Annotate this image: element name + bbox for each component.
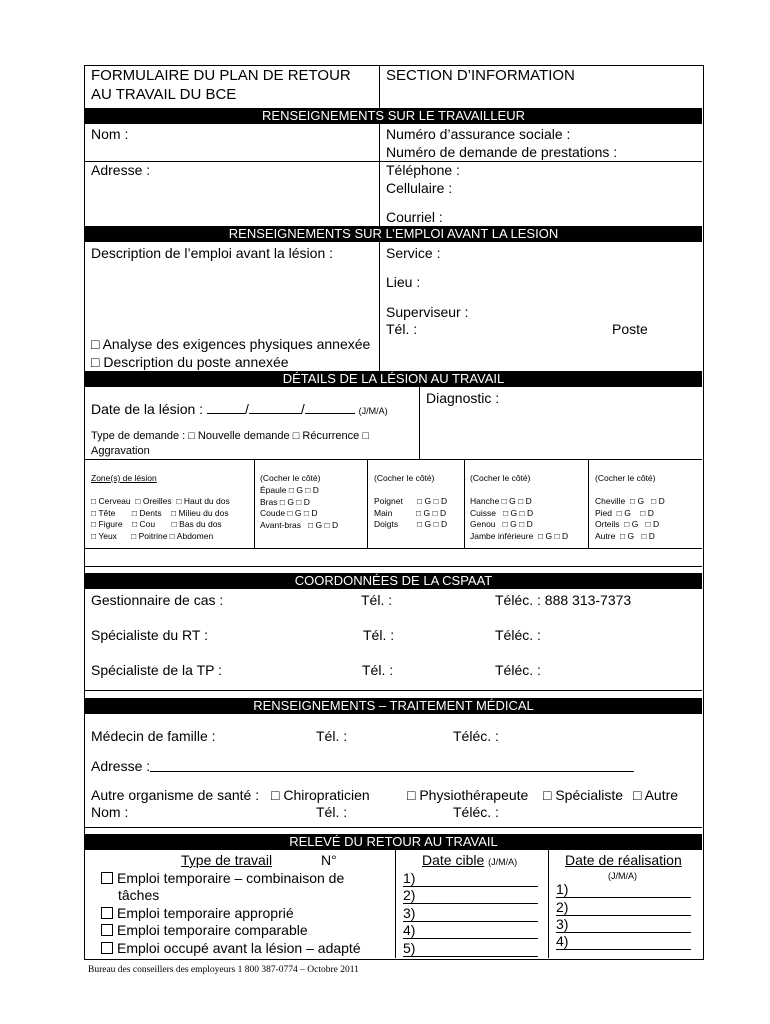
zones-row[interactable]: □ Tête □ Dents □ Milieu du dos [91, 507, 229, 518]
completion-date-4[interactable]: 4) [556, 933, 691, 950]
zones-col-divider [464, 459, 465, 548]
injury-date-label: Date de la lésion : [91, 401, 204, 417]
checkbox-icon: □ [91, 336, 103, 352]
chiropractor-checkbox[interactable]: □ Chiropraticien [271, 787, 370, 803]
side-hint: (Cocher le côté) [470, 473, 531, 483]
other-checkbox[interactable]: □ Autre [633, 787, 679, 803]
provider-phone-label: Tél. : [316, 804, 348, 820]
cspaat-bottom-divider [85, 690, 702, 691]
zones-col-divider [367, 459, 368, 548]
checkbox-icon [101, 942, 113, 954]
claim-type-line1: Type de demande : □ Nouvelle demande □ Récurrence □ [91, 430, 369, 442]
medical-address-label: Adresse : [91, 758, 151, 774]
date-separator: / [300, 401, 305, 417]
job-description-label: Description de l’emploi avant la lésion : [91, 245, 334, 261]
case-manager-label: Gestionnaire de cas : [91, 592, 224, 608]
job-description-attached-label: Description du poste annexée [103, 354, 289, 370]
side-hint: (Cocher le côté) [260, 473, 321, 483]
worker-sin-label: Numéro d’assurance sociale : [386, 126, 571, 142]
work-type-item[interactable]: Emploi temporaire – combinaison de [101, 870, 344, 886]
completion-date-header: Date de réalisation [565, 852, 682, 868]
injury-section-bar: DÉTAILS DE LA LÉSION AU TRAVAIL [85, 371, 702, 387]
work-type-item-continued: tâches [118, 887, 160, 903]
form-title-line1: FORMULAIRE DU PLAN DE RETOUR [91, 67, 351, 84]
target-date-2[interactable]: 2) [403, 887, 538, 904]
physical-demands-label: Analyse des exigences physiques annexée [102, 336, 371, 352]
work-type-header: Type de travail [181, 852, 273, 868]
diagnostic-label: Diagnostic : [426, 390, 500, 406]
target-date-5[interactable]: 5) [403, 940, 538, 957]
zones-row[interactable]: □ Figure □ Cou □ Bas du dos [91, 519, 222, 529]
injury-date-field[interactable] [91, 401, 388, 417]
worker-phone-label: Téléphone : [386, 162, 460, 178]
zones-bottom-divider [85, 548, 702, 549]
provider-fax-label: Téléc. : [453, 804, 499, 820]
worker-address-label: Adresse : [91, 162, 151, 178]
checkbox-icon [101, 907, 113, 919]
side-hint: (Cocher le côté) [595, 473, 656, 483]
physical-demands-checkbox[interactable] [91, 336, 370, 352]
completion-date-2[interactable]: 2) [556, 899, 691, 916]
target-date-3[interactable]: 3) [403, 905, 538, 922]
medical-section-bar: RENSEIGNEMENTS – TRAITEMENT MÉDICAL [85, 698, 702, 714]
provider-name-label: Nom : [91, 804, 129, 820]
family-doctor-fax: Téléc. : [453, 728, 499, 744]
zone-option[interactable]: Poignet □ G □ D [374, 496, 448, 506]
checkbox-icon: □ [91, 354, 104, 370]
case-manager-phone: Tél. : [361, 592, 393, 608]
rtw-section-bar: RELEVÉ DU RETOUR AU TRAVAIL [85, 834, 702, 850]
work-type-item[interactable]: Emploi temporaire approprié [101, 905, 294, 921]
other-provider-label: Autre organisme de santé : [91, 787, 260, 803]
tp-specialist-phone: Tél. : [362, 662, 394, 678]
side-hint: (Cocher le côté) [374, 473, 435, 483]
worker-email-label: Courriel : [386, 209, 443, 225]
work-type-item[interactable]: Emploi occupé avant la lésion – adapté [101, 940, 361, 956]
claim-type-line2: Aggravation [91, 445, 150, 457]
employment-divider [379, 242, 380, 371]
zones-title: Zone(s) de lésion [91, 473, 157, 483]
work-type-item[interactable]: Emploi temporaire comparable [101, 922, 308, 938]
worker-section-bar: RENSEIGNEMENTS SUR LE TRAVAILLEUR [85, 108, 702, 124]
job-description-checkbox[interactable] [91, 354, 289, 370]
service-label: Service : [386, 245, 441, 261]
target-date-4[interactable]: 4) [403, 922, 538, 939]
target-date-label: Date cible [422, 852, 485, 868]
target-date-header [422, 852, 517, 868]
hand-list [374, 496, 447, 531]
cspaat-section-bar: COORDONNÉES DE LA CSPAAT [85, 573, 702, 589]
completion-date-1[interactable]: 1) [556, 881, 691, 898]
worker-divider [379, 124, 380, 226]
zone-option[interactable]: Orteils □ G □ D [595, 519, 660, 529]
foot-list [595, 496, 665, 542]
extension-label: Poste [612, 321, 648, 337]
zone-option[interactable]: Doigts □ G □ D [374, 519, 448, 529]
location-label: Lieu : [386, 274, 421, 290]
employment-section-bar: RENSEIGNEMENTS SUR L’EMPLOI AVANT LA LESION [85, 226, 702, 242]
zones-row[interactable]: □ Yeux □ Poitrine □ Abdomen [91, 530, 214, 541]
rtw-specialist-phone: Tél. : [363, 627, 395, 643]
family-doctor-label: Médecin de famille : [91, 728, 216, 744]
tp-specialist-label: Spécialiste de la TP : [91, 662, 223, 678]
worker-claim-label: Numéro de demande de prestations : [386, 144, 618, 160]
zone-option[interactable]: Jambe inférieure □ G □ D [470, 530, 569, 541]
footer-text: Bureau des conseillers des employeurs 1 800 387-0774 – Octobre 2011 [88, 965, 359, 975]
rtw-divider [395, 850, 396, 958]
zone-option[interactable]: Main □ G □ D [374, 507, 447, 518]
family-doctor-phone: Tél. : [316, 728, 348, 744]
lower-limb-list [470, 496, 568, 542]
worker-cell-label: Cellulaire : [386, 180, 453, 196]
worker-name-label: Nom : [91, 126, 129, 142]
zone-option[interactable]: Genou □ G □ D [470, 519, 533, 529]
target-date-1[interactable]: 1) [403, 870, 538, 887]
zone-option[interactable]: Autre □ G □ D [595, 530, 655, 541]
zones-row[interactable]: □ Cerveau □ Oreilles □ Haut du dos [91, 496, 230, 506]
section-title: SECTION D’INFORMATION [386, 67, 575, 84]
header-divider [379, 65, 380, 108]
checkbox-icon [101, 924, 113, 936]
supervisor-label: Superviseur : [386, 304, 469, 320]
supervisor-phone-label: Tél. : [386, 321, 418, 337]
rtw-specialist-fax: Téléc. : [495, 627, 541, 643]
zone-option[interactable]: Coude □ G □ D [260, 508, 318, 518]
zone-option[interactable]: Cheville □ G □ D [595, 496, 665, 506]
date-format-hint: (J/M/A) [358, 406, 388, 416]
medical-bottom-divider [85, 827, 702, 828]
case-manager-fax: Téléc. : 888 313-7373 [495, 592, 632, 608]
spacer-divider [85, 566, 702, 567]
specialist-checkbox[interactable]: □ Spécialiste [543, 787, 624, 803]
target-date-format: (J/M/A) [488, 857, 518, 867]
date-separator: / [244, 401, 249, 417]
rtw-divider [548, 850, 549, 958]
zone-option[interactable]: Épaule □ G □ D [260, 485, 319, 495]
zone-option[interactable]: Hanche □ G □ D [470, 496, 532, 506]
zones-list [91, 496, 230, 542]
injury-divider [419, 387, 420, 459]
zone-option[interactable]: Cuisse □ G □ D [470, 507, 534, 518]
upper-limb-list [260, 485, 338, 531]
tp-specialist-fax: Téléc. : [495, 662, 541, 678]
checkbox-icon [101, 872, 113, 884]
completion-date-3[interactable]: 3) [556, 916, 691, 933]
form-title-line2: AU TRAVAIL DU BCE [91, 86, 237, 103]
number-header: N° [321, 852, 337, 868]
address-underline [150, 771, 634, 772]
zones-col-divider [588, 459, 589, 548]
completion-date-format: (J/M/A) [608, 871, 637, 881]
zone-option[interactable]: Pied □ G □ D [595, 507, 654, 518]
injury-row-divider [85, 459, 702, 460]
zone-option[interactable]: Bras □ G □ D [260, 496, 310, 507]
zones-col-divider [254, 459, 255, 548]
rtw-specialist-label: Spécialiste du RT : [91, 627, 208, 643]
medical-address-field[interactable] [91, 758, 150, 774]
physiotherapist-checkbox[interactable]: □ Physiothérapeute [407, 787, 529, 803]
zone-option[interactable]: Avant-bras □ G □ D [260, 519, 339, 530]
